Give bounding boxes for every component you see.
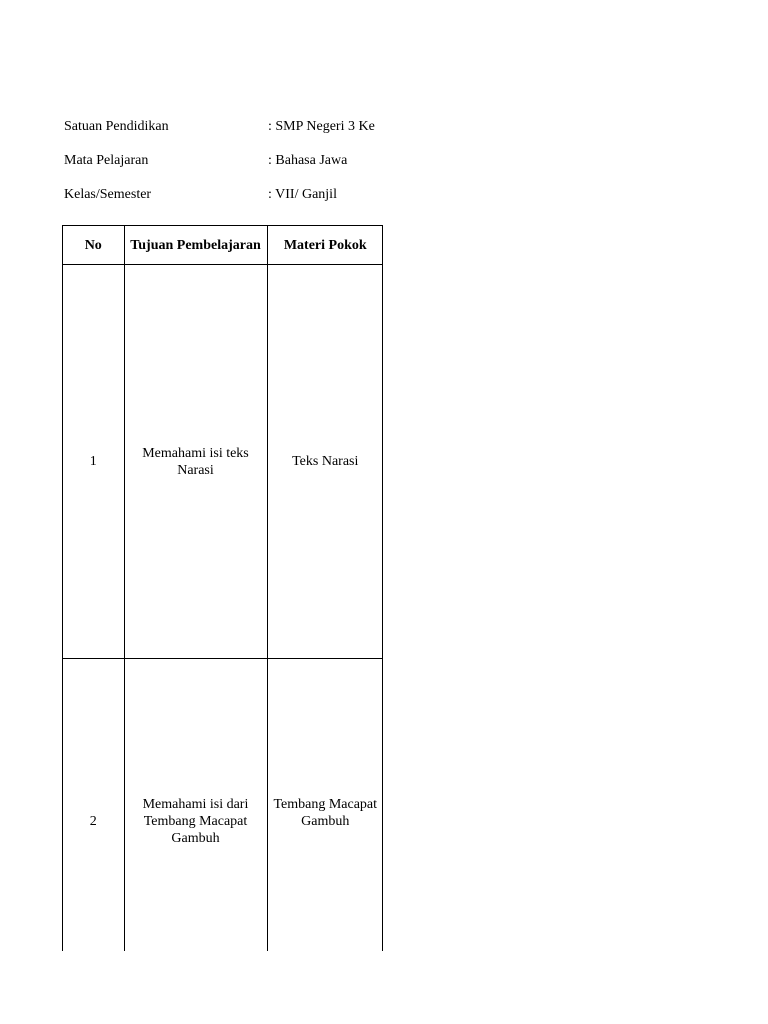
cell-text: Teks Narasi [292, 454, 359, 469]
cell-text: Memahami isi teks Narasi [142, 445, 249, 478]
cell-no [63, 659, 124, 952]
header-tujuan-pembelajaran: Tujuan Pembelajaran [124, 226, 267, 265]
table-row [63, 659, 383, 952]
cell-materi [267, 265, 383, 659]
info-value: : VII/ Ganjil [268, 187, 337, 202]
cell-materi [267, 659, 383, 952]
cell-tujuan [124, 265, 267, 659]
info-value: : Bahasa Jawa [268, 153, 348, 168]
info-value: : SMP Negeri 3 Ke [268, 119, 375, 134]
table-row [63, 265, 383, 659]
info-label: Satuan Pendidikan [64, 119, 169, 134]
cell-text: 2 [89, 813, 97, 829]
cell-text: 1 [89, 454, 97, 469]
header-no: No [63, 226, 124, 265]
table-header-row [63, 226, 383, 265]
header-materi-pokok: Materi Pokok [267, 226, 383, 265]
cell-text: Tembang Macapat Gambuh [273, 797, 378, 829]
learning-objectives-table [62, 225, 383, 951]
cell-tujuan [124, 659, 267, 952]
info-label: Mata Pelajaran [64, 153, 149, 168]
cell-no [63, 265, 124, 659]
info-label: Kelas/Semester [64, 187, 152, 202]
cell-text: Memahami isi dari Tembang Macapat Gambuh [142, 796, 249, 846]
table [63, 226, 383, 951]
